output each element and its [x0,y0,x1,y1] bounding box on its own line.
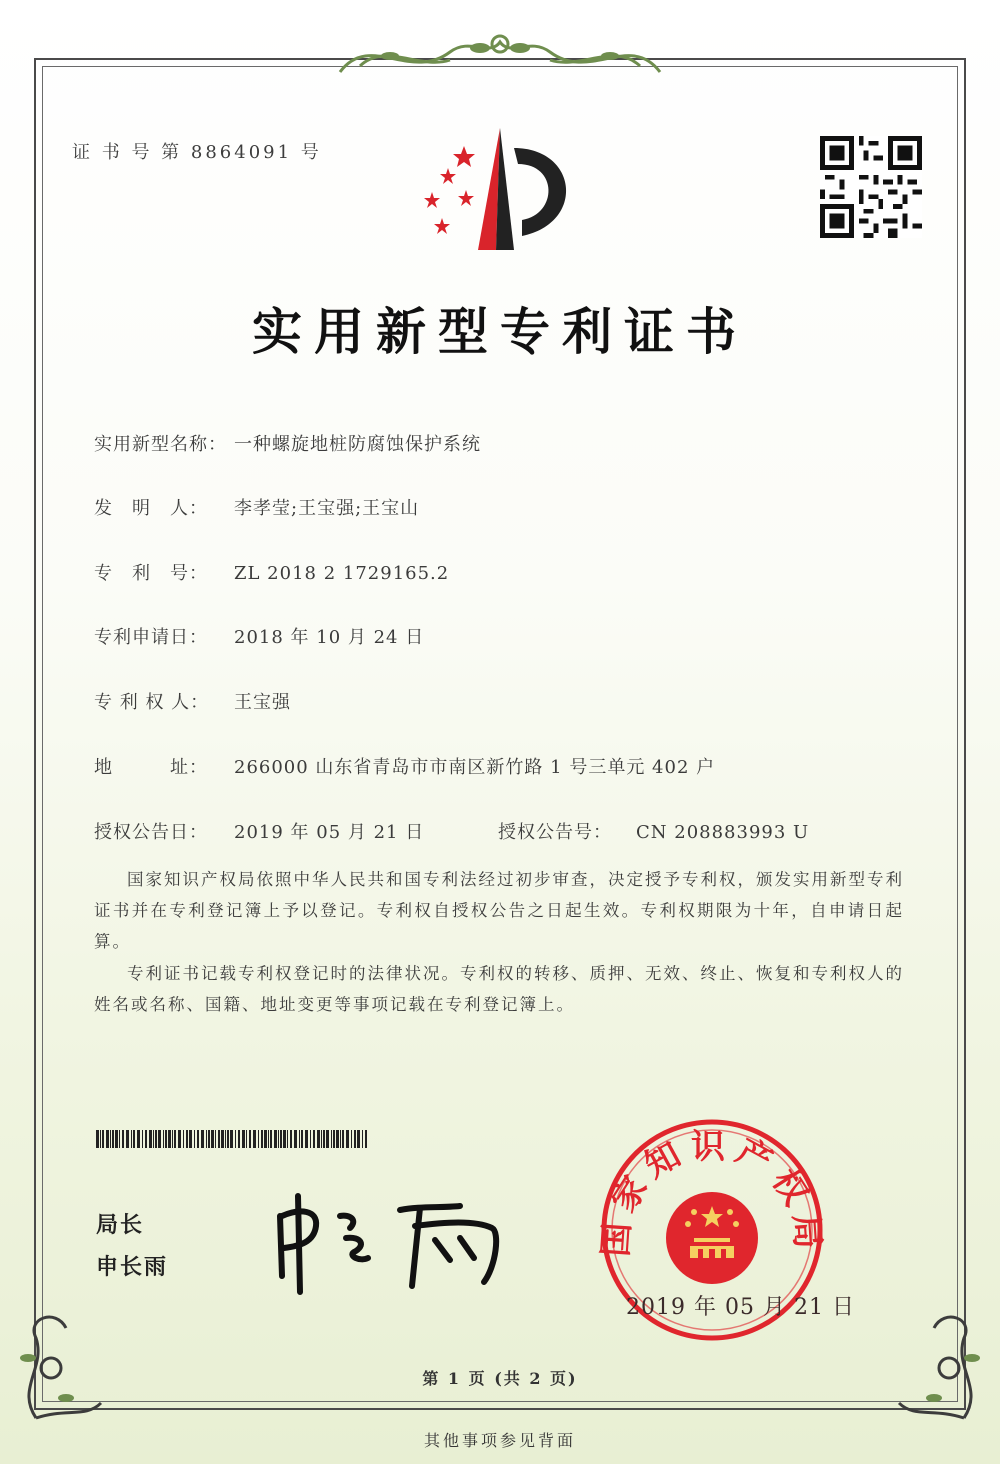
field-value: CN 208883993 U [636,822,810,843]
inventor-row [94,494,419,520]
director-signature [270,1186,510,1296]
field-value: 一种螺旋地桩防腐蚀保护系统 [234,434,481,455]
bottom-right-ornament-icon [894,1298,994,1428]
field-value: 王宝强 [234,692,291,713]
top-ornament-icon [330,22,670,84]
patentee-row [94,688,291,714]
publication-number-row [498,818,809,844]
field-label: 发 明 人： [94,498,208,519]
patent-number-row [94,559,449,585]
field-label: 地 址： [94,757,208,778]
field-label: 授权公告日： [94,822,208,843]
seal-date: 2019 年 05 月 21 日 [626,1295,855,1320]
field-value: ZL 2018 2 1729165.2 [234,563,450,584]
footer-note: 其他事项参见背面 [423,1431,576,1450]
page-number: 第 1 页 (共 2 页) [422,1369,578,1388]
body-paragraph: 专利证书记载专利权登记时的法律状况。专利权的转移、质押、无效、终止、恢复和专利权人的姓名或名称、国籍、地址变更等事项记载在专利登记簿上。 [94,964,904,1014]
field-value: 2019 年 05 月 21 日 [234,822,425,843]
field-value: 李孝莹;王宝强;王宝山 [234,498,420,519]
field-label: 专利申请日： [94,627,208,648]
svg-text:国家知识产权局: 国家知识产权局 [596,1127,828,1258]
bottom-left-ornament-icon [6,1298,106,1428]
barcode [96,1130,368,1148]
director-name: 申长雨 [96,1255,169,1280]
field-label: 授权公告号： [498,822,612,843]
utility-model-name-row [94,430,481,456]
address-row [94,753,715,779]
filing-date-row [94,623,424,649]
field-label: 专 利 号： [94,563,208,584]
grant-date-row [94,818,424,844]
field-value: 266000 山东省青岛市市南区新竹路 1 号三单元 402 户 [234,757,716,778]
field-label: 专 利 权 人： [94,692,210,713]
patent-office-emblem-icon [418,128,588,258]
director-title: 局长 [96,1213,145,1238]
certificate-number: 证 书 号 第 8864091 号 [72,142,322,163]
document-title: 实用新型专利证书 [252,302,748,361]
body-paragraph: 国家知识产权局依照中华人民共和国专利法经过初步审查，决定授予专利权，颁发实用新型专利证书并在专利登记簿上予以登记。专利权自授权公告之日起生效。专利权期限为十年，自申请日起算。 [94,870,904,951]
field-value: 2018 年 10 月 24 日 [234,627,425,648]
qr-code [820,136,922,238]
field-label: 实用新型名称： [94,434,227,455]
